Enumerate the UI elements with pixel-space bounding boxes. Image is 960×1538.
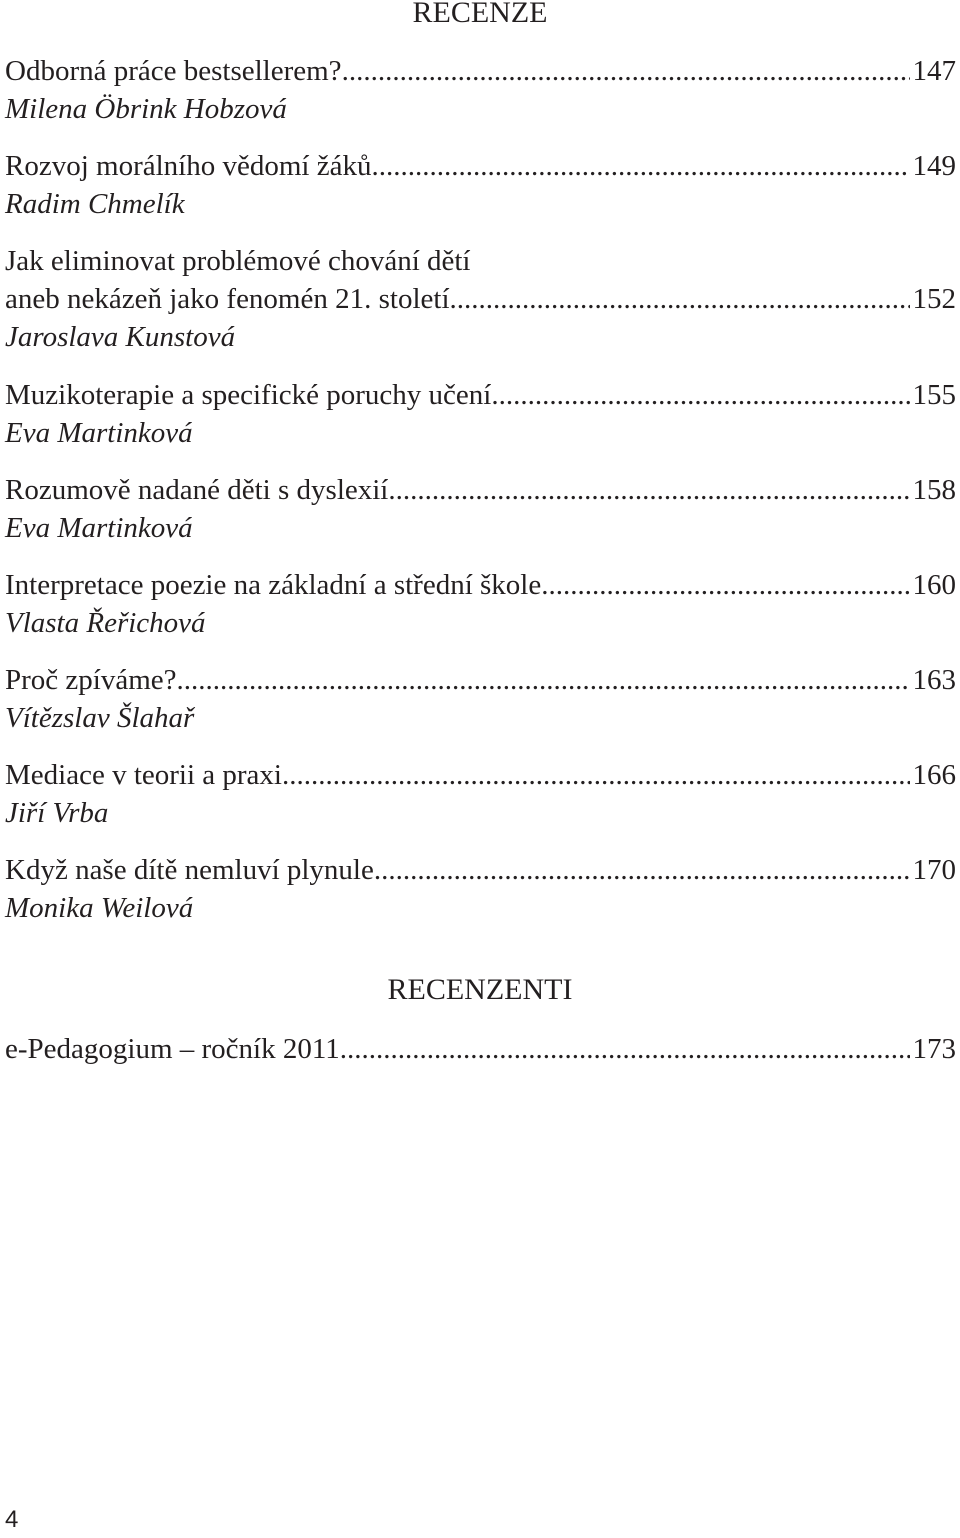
toc-entry[interactable] [5, 566, 956, 642]
toc-entry-line [5, 280, 956, 318]
toc-entry-line [5, 851, 956, 889]
toc-entry-author: Jiří Vrba [5, 797, 109, 829]
dot-leader [491, 376, 909, 414]
toc-entry-title: Odborná práce bestsellerem? [5, 55, 342, 87]
toc-entry-author: Eva Martinková [5, 512, 193, 544]
dot-leader [371, 147, 909, 185]
toc-entry-author: Vítězslav Šlahař [5, 702, 195, 734]
toc-entry-author: Milena Öbrink Hobzová [5, 93, 287, 125]
dot-leader [177, 661, 910, 699]
toc-entry-page: 160 [912, 569, 956, 601]
toc-entry-title: Když naše dítě nemluví plynule [5, 854, 374, 886]
toc-entry-title: e-Pedagogium – ročník 2011 [5, 1033, 340, 1065]
dot-leader [340, 1030, 910, 1068]
toc-entry-line [5, 661, 956, 699]
toc-entry[interactable] [5, 756, 956, 832]
toc-entry[interactable] [5, 147, 956, 223]
toc-entry-title: aneb nekázeň jako fenomén 21. století [5, 283, 450, 315]
toc-entry-line [5, 52, 956, 90]
dot-leader [342, 52, 910, 90]
toc-entry[interactable] [5, 1030, 956, 1068]
toc-entry-page: 166 [912, 759, 956, 791]
toc-entry[interactable] [5, 242, 956, 356]
toc-entry-page: 163 [912, 664, 956, 696]
toc-entry[interactable] [5, 851, 956, 927]
toc-entry-line [5, 756, 956, 794]
dot-leader [374, 851, 910, 889]
page-number: 4 [5, 1506, 19, 1533]
toc-entry-author: Monika Weilová [5, 892, 194, 924]
toc-entry-author: Eva Martinková [5, 417, 193, 449]
dot-leader [282, 756, 910, 794]
toc-entry-line [5, 147, 956, 185]
toc-entry-title: Rozumově nadané děti s dyslexií [5, 474, 389, 506]
toc-entry-line [5, 376, 956, 414]
toc-entry-title: Proč zpíváme? [5, 664, 177, 696]
toc-entry-author: Radim Chmelík [5, 188, 185, 220]
toc-entry-page: 149 [912, 150, 956, 182]
toc-entry[interactable] [5, 661, 956, 737]
toc-entry[interactable] [5, 52, 956, 128]
toc-entry-title: Interpretace poezie na základní a střední škole [5, 569, 542, 601]
toc-entry-author: Jaroslava Kunstová [5, 321, 236, 353]
toc-entry-title: Muzikoterapie a specifické poruchy učení [5, 379, 492, 411]
section-heading-reviewers: RECENZENTI [387, 973, 573, 1006]
toc-entry-page: 147 [912, 55, 956, 87]
toc-entry-page: 158 [912, 474, 956, 506]
toc-entry-title: Rozvoj morálního vědomí žáků [5, 150, 372, 182]
dot-leader [541, 566, 909, 604]
toc-entry-page: 155 [912, 379, 956, 411]
toc-entry-author: Vlasta Řeřichová [5, 607, 206, 639]
toc-entry[interactable] [5, 376, 956, 452]
dot-leader [388, 471, 909, 509]
toc-entry-page: 173 [912, 1033, 956, 1065]
toc-entry-line [5, 471, 956, 509]
section-heading-reviews: RECENZE [412, 0, 548, 29]
toc-entry-page: 152 [912, 283, 956, 315]
toc-entry[interactable] [5, 471, 956, 547]
dot-leader [450, 280, 910, 318]
toc-entry-line [5, 566, 956, 604]
toc-entry-title-line1: Jak eliminovat problémové chování dětí [5, 245, 471, 277]
toc-entry-line [5, 1030, 956, 1068]
toc-entry-page: 170 [912, 854, 956, 886]
toc-entry-title: Mediace v teorii a praxi [5, 759, 282, 791]
